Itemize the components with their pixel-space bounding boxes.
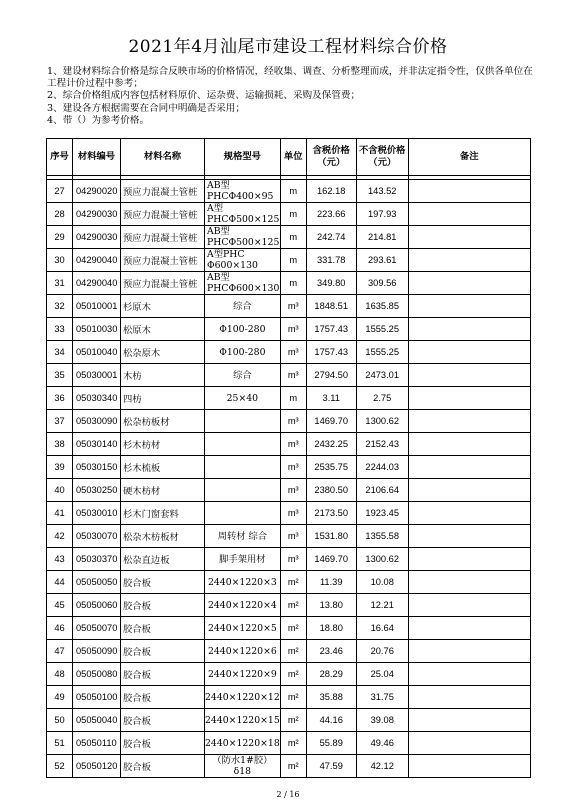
row-code: 05030140 <box>73 433 121 456</box>
row-unit: m² <box>280 571 306 594</box>
row-name: 预应力混凝土管桩 <box>121 226 205 249</box>
row-no: 52 <box>47 755 73 778</box>
row-unit: m² <box>280 709 306 732</box>
row-remark <box>408 594 530 617</box>
header-unit: 单位 <box>280 139 306 176</box>
row-remark <box>408 571 530 594</box>
table-row <box>47 571 531 594</box>
row-spec: Φ100-280 <box>205 341 281 364</box>
row-no: 49 <box>47 686 73 709</box>
row-spec: 脚手架用材 <box>205 548 281 571</box>
row-unit: m <box>280 226 306 249</box>
notes <box>47 66 547 127</box>
row-unit: m <box>280 203 306 226</box>
row-unit: m³ <box>280 364 306 387</box>
row-code: 05050100 <box>73 686 121 709</box>
row-tax-excl: 1300.62 <box>356 410 408 433</box>
row-tax-incl: 331.78 <box>306 249 356 272</box>
row-remark <box>408 755 530 778</box>
row-spec <box>205 456 281 479</box>
row-tax-excl: 2152.43 <box>356 433 408 456</box>
row-tax-incl: 3.11 <box>306 387 356 410</box>
row-unit: m² <box>280 755 306 778</box>
note-line: 4、带（）为参考价格。 <box>47 114 150 126</box>
table-row <box>47 341 531 364</box>
row-tax-excl: 20.76 <box>356 640 408 663</box>
row-spec: 25×40 <box>205 387 281 410</box>
row-remark <box>408 387 530 410</box>
row-no: 42 <box>47 525 73 548</box>
row-code: 05010040 <box>73 341 121 364</box>
row-spec <box>205 410 281 433</box>
row-name: 杉木门窗套料 <box>121 502 205 525</box>
row-no: 29 <box>47 226 73 249</box>
row-spec: A型PHCΦ500×125 <box>205 203 281 226</box>
row-tax-excl: 2106.64 <box>356 479 408 502</box>
row-remark <box>408 663 530 686</box>
row-code: 05030340 <box>73 387 121 410</box>
row-no: 38 <box>47 433 73 456</box>
row-tax-excl: 1300.62 <box>356 548 408 571</box>
row-spec: 2440×1220×3 <box>205 571 281 594</box>
row-name: 胶合板 <box>121 732 205 755</box>
row-unit: m³ <box>280 479 306 502</box>
table-row <box>47 249 531 272</box>
row-unit: m <box>280 180 306 203</box>
table-row <box>47 387 531 410</box>
row-remark <box>408 548 530 571</box>
row-name: 杉原木 <box>121 295 205 318</box>
row-code: 05010030 <box>73 318 121 341</box>
row-code: 05010001 <box>73 295 121 318</box>
row-tax-excl: 1635.85 <box>356 295 408 318</box>
row-unit: m² <box>280 617 306 640</box>
row-tax-excl: 49.46 <box>356 732 408 755</box>
row-name: 杉木梳板 <box>121 456 205 479</box>
row-spec: A型PHC Φ600×130 <box>205 249 281 272</box>
row-name: 硬木枋材 <box>121 479 205 502</box>
table-row <box>47 617 531 640</box>
row-tax-incl: 223.66 <box>306 203 356 226</box>
row-name: 四枋 <box>121 387 205 410</box>
row-remark <box>408 295 530 318</box>
row-tax-incl: 1848.51 <box>306 295 356 318</box>
row-unit: m³ <box>280 456 306 479</box>
row-no: 28 <box>47 203 73 226</box>
row-no: 45 <box>47 594 73 617</box>
row-remark <box>408 410 530 433</box>
row-spec: AB型PHCΦ500×125 <box>205 226 281 249</box>
row-name: 松杂直边板 <box>121 548 205 571</box>
row-name: 胶合板 <box>121 617 205 640</box>
row-code: 05030090 <box>73 410 121 433</box>
row-tax-excl: 12.21 <box>356 594 408 617</box>
header-name: 材料名称 <box>121 139 205 176</box>
row-unit: m² <box>280 640 306 663</box>
table-row <box>47 525 531 548</box>
row-no: 30 <box>47 249 73 272</box>
header-spec: 规格型号 <box>205 139 281 176</box>
row-remark <box>408 456 530 479</box>
header-tax-excl: 不含税价格（元） <box>356 139 408 176</box>
row-remark <box>408 732 530 755</box>
row-tax-excl: 1555.25 <box>356 318 408 341</box>
table-row <box>47 226 531 249</box>
row-spec <box>205 479 281 502</box>
table-row <box>47 318 531 341</box>
row-tax-incl: 55.89 <box>306 732 356 755</box>
row-no: 36 <box>47 387 73 410</box>
row-no: 44 <box>47 571 73 594</box>
row-name: 木枋 <box>121 364 205 387</box>
header-tax-incl: 含税价格（元） <box>306 139 356 176</box>
row-no: 51 <box>47 732 73 755</box>
row-unit: m³ <box>280 295 306 318</box>
row-name: 松原木 <box>121 318 205 341</box>
table-row <box>47 640 531 663</box>
row-name: 松杂原木 <box>121 341 205 364</box>
row-tax-excl: 1355.58 <box>356 525 408 548</box>
row-tax-incl: 2794.50 <box>306 364 356 387</box>
row-tax-excl: 31.75 <box>356 686 408 709</box>
row-remark <box>408 502 530 525</box>
row-tax-excl: 2244.03 <box>356 456 408 479</box>
row-unit: m³ <box>280 502 306 525</box>
row-spec: 综合 <box>205 364 281 387</box>
row-spec <box>205 433 281 456</box>
row-tax-incl: 1757.43 <box>306 341 356 364</box>
row-name: 胶合板 <box>121 709 205 732</box>
row-code: 05050060 <box>73 594 121 617</box>
row-remark <box>408 479 530 502</box>
row-unit: m³ <box>280 548 306 571</box>
row-name: 预应力混凝土管桩 <box>121 180 205 203</box>
row-code: 04290020 <box>73 180 121 203</box>
row-remark <box>408 433 530 456</box>
row-remark <box>408 364 530 387</box>
price-table <box>46 138 531 778</box>
row-spec: 2440×1220×9 <box>205 663 281 686</box>
row-spec: 2440×1220×15 <box>205 709 281 732</box>
table-row <box>47 709 531 732</box>
row-name: 胶合板 <box>121 755 205 778</box>
row-remark <box>408 249 530 272</box>
row-name: 松杂木枋板材 <box>121 525 205 548</box>
row-spec: （防水1#胶）δ18 <box>205 755 281 778</box>
row-tax-excl: 309.56 <box>356 272 408 295</box>
row-no: 41 <box>47 502 73 525</box>
row-tax-incl: 44.16 <box>306 709 356 732</box>
row-code: 05030010 <box>73 502 121 525</box>
row-tax-incl: 242.74 <box>306 226 356 249</box>
table-row <box>47 663 531 686</box>
page-title: 2021年4月汕尾市建设工程材料综合价格 <box>128 37 448 57</box>
note-line: 1、建设材料综合价格是综合反映市场的价格情况，经收集、调查、分析整理而成，并非法定指令性，仅供各单位在 <box>47 66 533 77</box>
row-tax-incl: 349.80 <box>306 272 356 295</box>
row-tax-incl: 162.18 <box>306 180 356 203</box>
row-remark <box>408 318 530 341</box>
row-tax-incl: 1469.70 <box>306 548 356 571</box>
row-tax-excl: 2473.01 <box>356 364 408 387</box>
row-tax-excl: 42.12 <box>356 755 408 778</box>
row-spec: 周转材 综合 <box>205 525 281 548</box>
row-spec: 综合 <box>205 295 281 318</box>
row-unit: m <box>280 272 306 295</box>
row-tax-excl: 10.08 <box>356 571 408 594</box>
row-code: 04290040 <box>73 272 121 295</box>
row-remark <box>408 226 530 249</box>
row-tax-excl: 2.75 <box>356 387 408 410</box>
row-code: 05030070 <box>73 525 121 548</box>
table-row <box>47 203 531 226</box>
row-unit: m³ <box>280 341 306 364</box>
table-row <box>47 433 531 456</box>
table-row <box>47 364 531 387</box>
row-remark <box>408 272 530 295</box>
row-tax-excl: 16.64 <box>356 617 408 640</box>
row-spec: 2440×1220×6 <box>205 640 281 663</box>
row-code: 05050120 <box>73 755 121 778</box>
row-unit: m³ <box>280 318 306 341</box>
table-row <box>47 594 531 617</box>
row-no: 32 <box>47 295 73 318</box>
row-code: 05030150 <box>73 456 121 479</box>
row-tax-incl: 1531.80 <box>306 525 356 548</box>
row-name: 胶合板 <box>121 571 205 594</box>
row-spec <box>205 502 281 525</box>
row-name: 预应力混凝土管桩 <box>121 249 205 272</box>
row-name: 预应力混凝土管桩 <box>121 203 205 226</box>
row-unit: m² <box>280 663 306 686</box>
row-remark <box>408 203 530 226</box>
row-no: 50 <box>47 709 73 732</box>
row-code: 05050040 <box>73 709 121 732</box>
table-row <box>47 502 531 525</box>
row-name: 胶合板 <box>121 640 205 663</box>
row-no: 27 <box>47 180 73 203</box>
row-name: 胶合板 <box>121 594 205 617</box>
row-tax-incl: 23.46 <box>306 640 356 663</box>
row-no: 48 <box>47 663 73 686</box>
header-code: 材料编号 <box>73 139 121 176</box>
table-row <box>47 755 531 778</box>
table-header-row <box>47 139 531 176</box>
note-line: 2、综合价格组成内容包括材料原价、运杂费、运输损耗、采购及保管费； <box>47 90 361 102</box>
row-spec: 2440×1220×4 <box>205 594 281 617</box>
table-row <box>47 686 531 709</box>
row-tax-excl: 39.08 <box>356 709 408 732</box>
table-row <box>47 180 531 203</box>
row-no: 37 <box>47 410 73 433</box>
row-tax-incl: 35.88 <box>306 686 356 709</box>
header-remark: 备注 <box>408 139 530 176</box>
table-row <box>47 479 531 502</box>
row-spec: 2440×1220×5 <box>205 617 281 640</box>
row-spec: Φ100-280 <box>205 318 281 341</box>
row-tax-incl: 13.80 <box>306 594 356 617</box>
row-spec: 2440×1220×12 <box>205 686 281 709</box>
row-remark <box>408 686 530 709</box>
row-name: 预应力混凝土管桩 <box>121 272 205 295</box>
row-no: 35 <box>47 364 73 387</box>
note-line: 工程计价过程中参考； <box>47 78 143 90</box>
row-tax-excl: 197.93 <box>356 203 408 226</box>
row-no: 31 <box>47 272 73 295</box>
row-remark <box>408 525 530 548</box>
row-tax-incl: 1757.43 <box>306 318 356 341</box>
row-unit: m <box>280 387 306 410</box>
row-tax-incl: 2173.50 <box>306 502 356 525</box>
page-number: 2 / 16 <box>276 790 300 799</box>
row-tax-excl: 1555.25 <box>356 341 408 364</box>
row-code: 04290030 <box>73 203 121 226</box>
row-code: 04290040 <box>73 249 121 272</box>
row-tax-incl: 28.29 <box>306 663 356 686</box>
row-remark <box>408 709 530 732</box>
row-code: 05050080 <box>73 663 121 686</box>
table-row <box>47 410 531 433</box>
row-tax-incl: 47.59 <box>306 755 356 778</box>
row-no: 40 <box>47 479 73 502</box>
row-tax-excl: 25.04 <box>356 663 408 686</box>
row-tax-excl: 293.61 <box>356 249 408 272</box>
row-name: 杉木枋材 <box>121 433 205 456</box>
row-spec: AB型PHCΦ600×130 <box>205 272 281 295</box>
row-name: 胶合板 <box>121 663 205 686</box>
table-row <box>47 548 531 571</box>
row-no: 34 <box>47 341 73 364</box>
row-remark <box>408 341 530 364</box>
row-no: 39 <box>47 456 73 479</box>
row-spec: 2440×1220×18 <box>205 732 281 755</box>
row-remark <box>408 180 530 203</box>
row-tax-excl: 214.81 <box>356 226 408 249</box>
row-unit: m³ <box>280 525 306 548</box>
row-tax-incl: 11.39 <box>306 571 356 594</box>
row-unit: m³ <box>280 433 306 456</box>
row-tax-incl: 1469.70 <box>306 410 356 433</box>
row-code: 05050070 <box>73 617 121 640</box>
row-name: 胶合板 <box>121 686 205 709</box>
table-row <box>47 272 531 295</box>
row-tax-incl: 2535.75 <box>306 456 356 479</box>
row-remark <box>408 617 530 640</box>
header-no: 序号 <box>47 139 73 176</box>
row-name: 松杂枋板材 <box>121 410 205 433</box>
row-unit: m² <box>280 732 306 755</box>
row-unit: m² <box>280 594 306 617</box>
row-code: 04290030 <box>73 226 121 249</box>
row-spec: AB型PHCΦ400×95 <box>205 180 281 203</box>
row-tax-incl: 2380.50 <box>306 479 356 502</box>
table-row <box>47 295 531 318</box>
row-code: 05050110 <box>73 732 121 755</box>
row-tax-incl: 18.80 <box>306 617 356 640</box>
row-unit: m³ <box>280 410 306 433</box>
row-tax-incl: 2432.25 <box>306 433 356 456</box>
row-code: 05050050 <box>73 571 121 594</box>
row-no: 47 <box>47 640 73 663</box>
row-tax-excl: 1923.45 <box>356 502 408 525</box>
row-code: 05050090 <box>73 640 121 663</box>
row-remark <box>408 640 530 663</box>
row-unit: m <box>280 249 306 272</box>
table-row <box>47 456 531 479</box>
row-no: 33 <box>47 318 73 341</box>
row-code: 05030001 <box>73 364 121 387</box>
row-no: 46 <box>47 617 73 640</box>
row-code: 05030250 <box>73 479 121 502</box>
row-code: 05030370 <box>73 548 121 571</box>
row-no: 43 <box>47 548 73 571</box>
note-line: 3、建设各方根据需要在合同中明确是否采用； <box>47 102 245 114</box>
row-tax-excl: 143.52 <box>356 180 408 203</box>
table-row <box>47 732 531 755</box>
row-unit: m² <box>280 686 306 709</box>
